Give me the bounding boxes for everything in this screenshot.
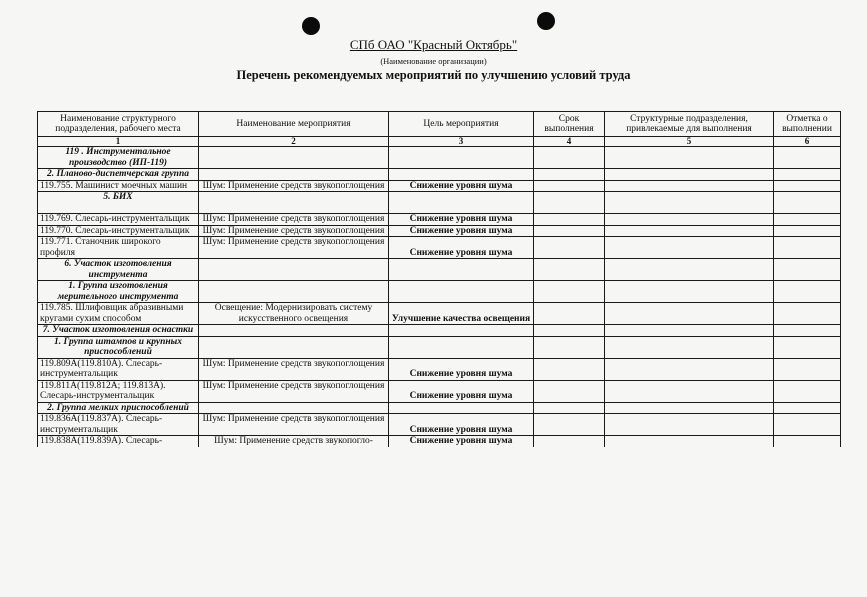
deadline-cell bbox=[534, 358, 605, 380]
departments-cell bbox=[605, 402, 774, 414]
goal-cell bbox=[389, 147, 534, 169]
measure-cell bbox=[199, 281, 389, 303]
departments-cell bbox=[605, 180, 774, 192]
table-row bbox=[38, 180, 841, 192]
measure-cell: Шум: Применение средств звукопоглощения bbox=[199, 225, 389, 237]
deadline-cell bbox=[534, 325, 605, 337]
goal-cell bbox=[389, 259, 534, 281]
measure-cell: Шум: Применение средств звукопоглощения bbox=[199, 180, 389, 192]
goal-cell bbox=[389, 192, 534, 214]
departments-cell bbox=[605, 169, 774, 181]
column-header-departments: Структурные подразделения, привлекаемые для выполнения bbox=[605, 112, 774, 137]
goal-cell bbox=[389, 281, 534, 303]
goal-cell: Снижение уровня шума bbox=[389, 225, 534, 237]
measure-cell bbox=[199, 259, 389, 281]
completion-mark-cell bbox=[774, 336, 841, 358]
table-row bbox=[38, 380, 841, 402]
column-number: 4 bbox=[534, 137, 605, 147]
section-row bbox=[38, 147, 841, 169]
completion-mark-cell bbox=[774, 225, 841, 237]
section-row bbox=[38, 259, 841, 281]
deadline-cell bbox=[534, 436, 605, 447]
completion-mark-cell bbox=[774, 380, 841, 402]
unit-name-cell: 2. Планово-диспетчерская группа bbox=[38, 169, 199, 181]
unit-name-cell: 7. Участок изготовления оснастки bbox=[38, 325, 199, 337]
table-row bbox=[38, 225, 841, 237]
section-row bbox=[38, 281, 841, 303]
completion-mark-cell bbox=[774, 214, 841, 226]
deadline-cell bbox=[534, 214, 605, 226]
departments-cell bbox=[605, 303, 774, 325]
measure-cell bbox=[199, 325, 389, 337]
goal-cell: Улучшение качества освещения bbox=[389, 303, 534, 325]
punch-hole-left bbox=[302, 17, 320, 35]
measure-cell: Шум: Применение средств звукопоглощения bbox=[199, 358, 389, 380]
measure-cell: Шум: Применение средств звукопогло- bbox=[199, 436, 389, 447]
completion-mark-cell bbox=[774, 169, 841, 181]
goal-cell bbox=[389, 325, 534, 337]
unit-name-cell: 119.811А(119.812А; 119.813А). Слесарь-инструментальщик bbox=[38, 380, 199, 402]
unit-name-cell: 119.836А(119.837А). Слесарь-инструментальщик bbox=[38, 414, 199, 436]
goal-cell bbox=[389, 336, 534, 358]
deadline-cell bbox=[534, 414, 605, 436]
unit-name-cell: 119.809А(119.810А). Слесарь-инструментальщик bbox=[38, 358, 199, 380]
table-row bbox=[38, 237, 841, 259]
completion-mark-cell bbox=[774, 325, 841, 337]
goal-cell: Снижение уровня шума bbox=[389, 180, 534, 192]
departments-cell bbox=[605, 414, 774, 436]
departments-cell bbox=[605, 281, 774, 303]
departments-cell bbox=[605, 192, 774, 214]
goal-cell: Снижение уровня шума bbox=[389, 358, 534, 380]
column-number: 3 bbox=[389, 137, 534, 147]
deadline-cell bbox=[534, 180, 605, 192]
completion-mark-cell bbox=[774, 436, 841, 447]
section-row bbox=[38, 325, 841, 337]
departments-cell bbox=[605, 237, 774, 259]
deadline-cell bbox=[534, 169, 605, 181]
departments-cell bbox=[605, 325, 774, 337]
column-number: 6 bbox=[774, 137, 841, 147]
departments-cell bbox=[605, 358, 774, 380]
measure-cell: Освещение: Модернизировать систему искусственного освещения bbox=[199, 303, 389, 325]
goal-cell: Снижение уровня шума bbox=[389, 214, 534, 226]
unit-name-cell: 119.770. Слесарь-инструментальщик bbox=[38, 225, 199, 237]
deadline-cell bbox=[534, 147, 605, 169]
completion-mark-cell bbox=[774, 281, 841, 303]
goal-cell bbox=[389, 402, 534, 414]
measure-cell bbox=[199, 402, 389, 414]
deadline-cell bbox=[534, 303, 605, 325]
table-row bbox=[38, 303, 841, 325]
deadline-cell bbox=[534, 237, 605, 259]
goal-cell bbox=[389, 169, 534, 181]
completion-mark-cell bbox=[774, 237, 841, 259]
measures-table bbox=[37, 111, 841, 447]
completion-mark-cell bbox=[774, 303, 841, 325]
column-number: 5 bbox=[605, 137, 774, 147]
measure-cell bbox=[199, 336, 389, 358]
unit-name-cell: 1. Группа изготовления мерительного инструмента bbox=[38, 281, 199, 303]
measure-cell: Шум: Применение средств звукопоглощения bbox=[199, 214, 389, 226]
completion-mark-cell bbox=[774, 402, 841, 414]
document-title: Перечень рекомендуемых мероприятий по улучшению условий труда bbox=[236, 68, 631, 82]
completion-mark-cell bbox=[774, 192, 841, 214]
measure-cell: Шум: Применение средств звукопоглощения bbox=[199, 380, 389, 402]
column-number: 1 bbox=[38, 137, 199, 147]
completion-mark-cell bbox=[774, 414, 841, 436]
deadline-cell bbox=[534, 192, 605, 214]
departments-cell bbox=[605, 380, 774, 402]
table-row bbox=[38, 214, 841, 226]
departments-cell bbox=[605, 214, 774, 226]
unit-name-cell: 119.755. Машинист моечных машин bbox=[38, 180, 199, 192]
column-header-deadline: Срок выполнения bbox=[534, 112, 605, 137]
deadline-cell bbox=[534, 225, 605, 237]
section-row bbox=[38, 169, 841, 181]
unit-name-cell: 1. Группа штампов и крупных приспособлений bbox=[38, 336, 199, 358]
unit-name-cell: 5. БИХ bbox=[38, 192, 199, 214]
unit-name-cell: 2. Группа мелких приспособлений bbox=[38, 402, 199, 414]
measure-cell bbox=[199, 169, 389, 181]
completion-mark-cell bbox=[774, 147, 841, 169]
column-number: 2 bbox=[199, 137, 389, 147]
completion-mark-cell bbox=[774, 180, 841, 192]
column-numbers-row bbox=[38, 137, 841, 147]
departments-cell bbox=[605, 336, 774, 358]
unit-name-cell: 119.838А(119.839А). Слесарь- bbox=[38, 436, 199, 447]
unit-name-cell: 119 . Инструментальное производство (ИП-119) bbox=[38, 147, 199, 169]
departments-cell bbox=[605, 225, 774, 237]
column-header-goal: Цель мероприятия bbox=[389, 112, 534, 137]
table-row bbox=[38, 358, 841, 380]
column-header-completion-mark: Отметка о выполнении bbox=[774, 112, 841, 137]
measure-cell bbox=[199, 147, 389, 169]
departments-cell bbox=[605, 436, 774, 447]
deadline-cell bbox=[534, 281, 605, 303]
deadline-cell bbox=[534, 336, 605, 358]
departments-cell bbox=[605, 259, 774, 281]
unit-name-cell: 119.769. Слесарь-инструментальщик bbox=[38, 214, 199, 226]
organization-caption: (Наименование организации) bbox=[380, 56, 487, 66]
measure-cell: Шум: Применение средств звукопоглощения bbox=[199, 237, 389, 259]
goal-cell: Снижение уровня шума bbox=[389, 436, 534, 447]
deadline-cell bbox=[534, 380, 605, 402]
table-row bbox=[38, 414, 841, 436]
unit-name-cell: 119.785. Шлифовщик абразивными кругами сухим способом bbox=[38, 303, 199, 325]
section-row bbox=[38, 192, 841, 214]
goal-cell: Снижение уровня шума bbox=[389, 380, 534, 402]
goal-cell: Снижение уровня шума bbox=[389, 414, 534, 436]
departments-cell bbox=[605, 147, 774, 169]
section-row bbox=[38, 336, 841, 358]
table-header-row bbox=[38, 112, 841, 137]
goal-cell: Снижение уровня шума bbox=[389, 237, 534, 259]
unit-name-cell: 6. Участок изготовления инструмента bbox=[38, 259, 199, 281]
column-header-unit: Наименование структурного подразделения, рабочего места bbox=[38, 112, 199, 137]
completion-mark-cell bbox=[774, 358, 841, 380]
unit-name-cell: 119.771. Станочник широкого профиля bbox=[38, 237, 199, 259]
measure-cell bbox=[199, 192, 389, 214]
deadline-cell bbox=[534, 402, 605, 414]
completion-mark-cell bbox=[774, 259, 841, 281]
table-row bbox=[38, 436, 841, 447]
column-header-measure: Наименование мероприятия bbox=[199, 112, 389, 137]
organization-name: СПб ОАО "Красный Октябрь" bbox=[349, 37, 518, 52]
deadline-cell bbox=[534, 259, 605, 281]
punch-hole-right bbox=[537, 12, 555, 30]
section-row bbox=[38, 402, 841, 414]
measure-cell: Шум: Применение средств звукопоглощения bbox=[199, 414, 389, 436]
